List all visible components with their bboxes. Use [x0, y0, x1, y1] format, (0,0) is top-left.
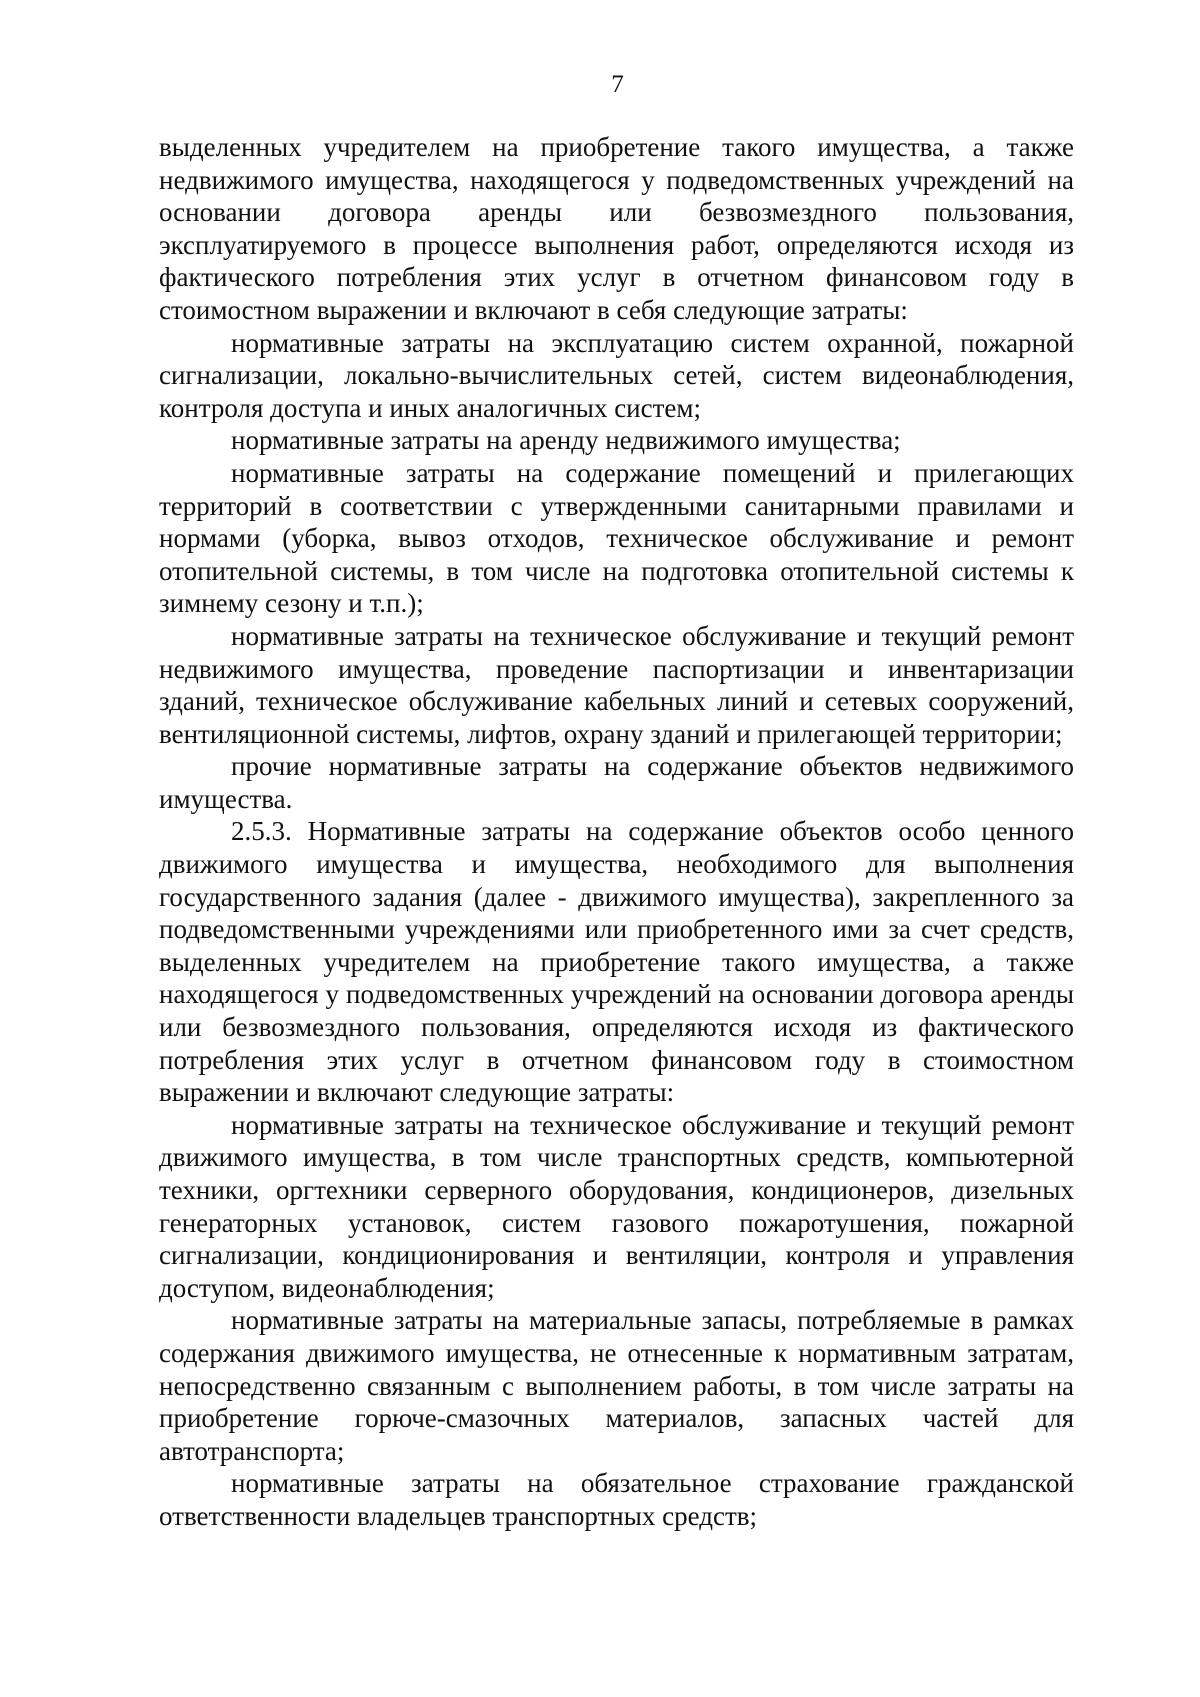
document-body: [159, 131, 1074, 1533]
paragraph-real-estate-repair-costs: нормативные затраты на техническое обслуживание и текущий ремонт недвижимого имущества, проведение паспортизации и инвентаризации зданий, техническое обслуживание кабельных линий и сетевых сооружений, вентиляционной системы, лифтов, охрану зданий и прилегающей территории;: [159, 620, 1074, 749]
paragraph-real-estate-rent-costs: нормативные затраты на аренду недвижимого имущества;: [231, 425, 901, 456]
paragraph-continuation: выделенных учредителем на приобретение такого имущества, а также недвижимого имущества, находящегося у подведомственных учреждений на основании договора аренды или безвозмездного пользования, эксплуатируемого в процессе выполнения работ, определяются исходя из фактического потребления этих услуг в отчетном финансовом году в стоимостном выражении и включают в себя следующие затраты:: [159, 132, 1074, 325]
paragraph-section-2-5-3: 2.5.3. Нормативные затраты на содержание объектов особо ценного движимого имущества и имущества, необходимого для выполнения государственного задания (далее - движимого имущества), закрепленного за подведомственными учреждениями или приобретенного ими за счет средств, выделенных учредителем на приобретение такого имущества, а также находящегося у подведомственных учреждений на основании договора аренды или безвозмездного пользования, определяются исходя из фактического потребления этих услуг в отчетном финансовом году в стоимостном выражении и включают следующие затраты:: [159, 816, 1074, 1108]
paragraph-other-real-estate-costs: прочие нормативные затраты на содержание объектов недвижимого имущества.: [159, 751, 1074, 814]
page-number: 7: [611, 71, 624, 98]
paragraph-movable-property-repair-costs: нормативные затраты на техническое обслуживание и текущий ремонт движимого имущества, в том числе транспортных средств, компьютерной техники, оргтехники серверного оборудования, кондиционеров, дизельных генераторных установок, систем газового пожаротушения, пожарной сигнализации, кондиционирования и вентиляции, контроля и управления доступом, видеонаблюдения;: [159, 1109, 1074, 1303]
paragraph-material-supplies-costs: нормативные затраты на материальные запасы, потребляемые в рамках содержания движимого имущества, не отнесенные к нормативным затратам, непосредственно связанным с выполнением работы, в том числе затраты на приобретение горюче-смазочных материалов, запасных частей для автотранспорта;: [159, 1305, 1074, 1466]
paragraph-premises-maintenance-costs: нормативные затраты на содержание помещений и прилегающих территорий в соответствии с утвержденными санитарными правилами и нормами (уборка, вывоз отходов, техническое обслуживание и ремонт отопительной системы, в том числе на подготовка отопительной системы к зимнему сезону и т.п.);: [159, 457, 1074, 619]
paragraph-insurance-costs: нормативные затраты на обязательное страхование гражданской ответственности владельцев транспортных средств;: [159, 1468, 1074, 1531]
paragraph-security-systems-costs: нормативные затраты на эксплуатацию систем охранной, пожарной сигнализации, локально-вычислительных сетей, систем видеонаблюдения, контроля доступа и иных аналогичных систем;: [159, 327, 1074, 423]
